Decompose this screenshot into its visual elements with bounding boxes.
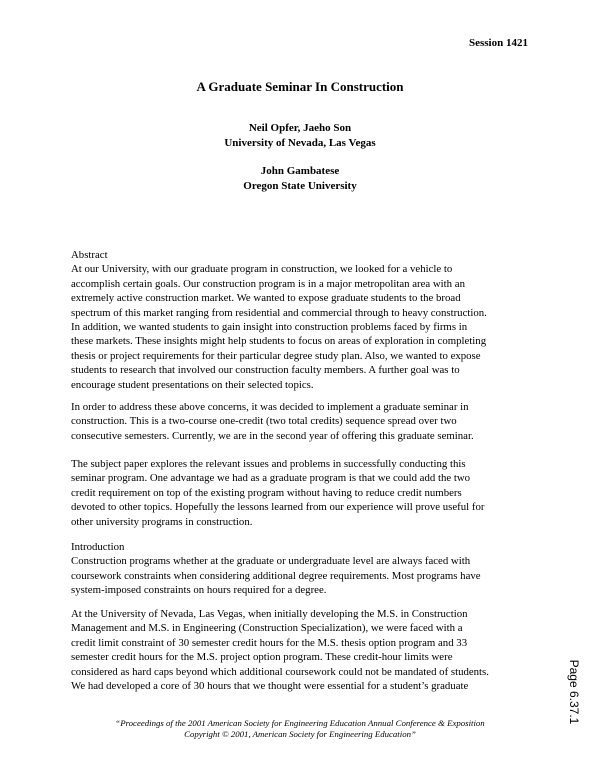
text-line: Management and M.S. in Engineering (Construction Specialization), we were faced with a: [71, 622, 463, 635]
author-names: Neil Opfer, Jaeho Son: [248, 122, 352, 134]
author-names: John Gambatese: [260, 165, 340, 177]
text-line: construction. This is a two-course one-credit (two total credits) sequence spread over two: [71, 415, 457, 428]
text-line: seminar program. One advantage we had as a graduate program is that we could add the two: [71, 472, 471, 485]
text-line: The subject paper explores the relevant issues and problems in successfully conducting this: [71, 458, 466, 470]
text-line: At our University, with our graduate program in construction, we looked for a vehicle to: [71, 263, 453, 276]
author-block-1: [0, 121, 600, 151]
introduction-heading: Introduction: [71, 541, 125, 553]
text-line: We had developed a core of 30 hours that we thought were essential for a student’s graduate: [71, 679, 469, 692]
text-line: other university programs in construction.: [71, 515, 253, 528]
proceedings-footer: [0, 718, 600, 740]
introduction-section: [71, 540, 541, 598]
text-line: In addition, we wanted students to gain insight into construction problems faced by firms in: [71, 320, 468, 333]
paragraph-5: [71, 607, 541, 693]
page-number: Page 6.37.1: [567, 659, 581, 725]
text-line: Construction programs whether at the graduate or undergraduate level are always faced with: [71, 555, 471, 568]
paper-title: A Graduate Seminar In Construction: [196, 79, 404, 94]
text-line: extremely active construction market. We wanted to expose graduate students to the broad: [71, 292, 461, 305]
text-line: credit limit constraint of 30 semester credit hours for the M.S. thesis option program and 33: [71, 636, 468, 649]
text-line: students to research that involved our construction faculty members. A further goal was to: [71, 364, 460, 377]
text-line: In order to address these above concerns, it was decided to implement a graduate seminar in: [71, 401, 469, 413]
text-line: At the University of Nevada, Las Vegas, when initially developing the M.S. in Construction: [71, 608, 468, 620]
paragraph-3: [71, 457, 541, 529]
text-line: accomplish certain goals. Our construction program is in a major metropolitan area with an: [71, 277, 465, 290]
text-line: encourage student presentations on their selected topics.: [71, 378, 314, 391]
text-line: semester credit hours for the M.S. project option program. These credit-hour limits were: [71, 651, 453, 664]
session-label: Session 1421: [469, 37, 528, 49]
text-line: consecutive semesters. Currently, we are in the second year of offering this graduate seminar.: [71, 429, 474, 442]
abstract-section: [71, 248, 541, 392]
abstract-heading: Abstract: [71, 249, 108, 261]
author-block-2: [0, 164, 600, 194]
paragraph-2: [71, 400, 541, 443]
text-line: coursework constraints when considering additional degree requirements. Most programs have: [71, 569, 481, 582]
footer-line-1: “Proceedings of the 2001 American Society for Engineering Education Annual Conference & Exposition: [115, 718, 485, 728]
text-line: system-imposed constraints on hours required for a degree.: [71, 584, 327, 597]
author-affiliation: University of Nevada, Las Vegas: [224, 137, 376, 149]
text-line: devoted to other topics. Hopefully the lessons learned from our experience will prove useful for: [71, 501, 485, 514]
author-affiliation: Oregon State University: [243, 180, 357, 192]
text-line: thesis or project requirements for their particular degree study plan. Also, we wanted to expose: [71, 349, 481, 362]
text-line: spectrum of this market ranging from residential and commercial through to heavy construction.: [71, 306, 487, 319]
text-line: credit requirement on top of the existing program without having to reduce credit numbers: [71, 486, 462, 499]
text-line: these markets. These insights might help students to focus on areas of exploration in completing: [71, 335, 487, 348]
text-line: considered as hard caps beyond which additional coursework could not be mandated of students.: [71, 665, 489, 678]
footer-line-2: Copyright © 2001, American Society for Engineering Education”: [184, 729, 416, 739]
